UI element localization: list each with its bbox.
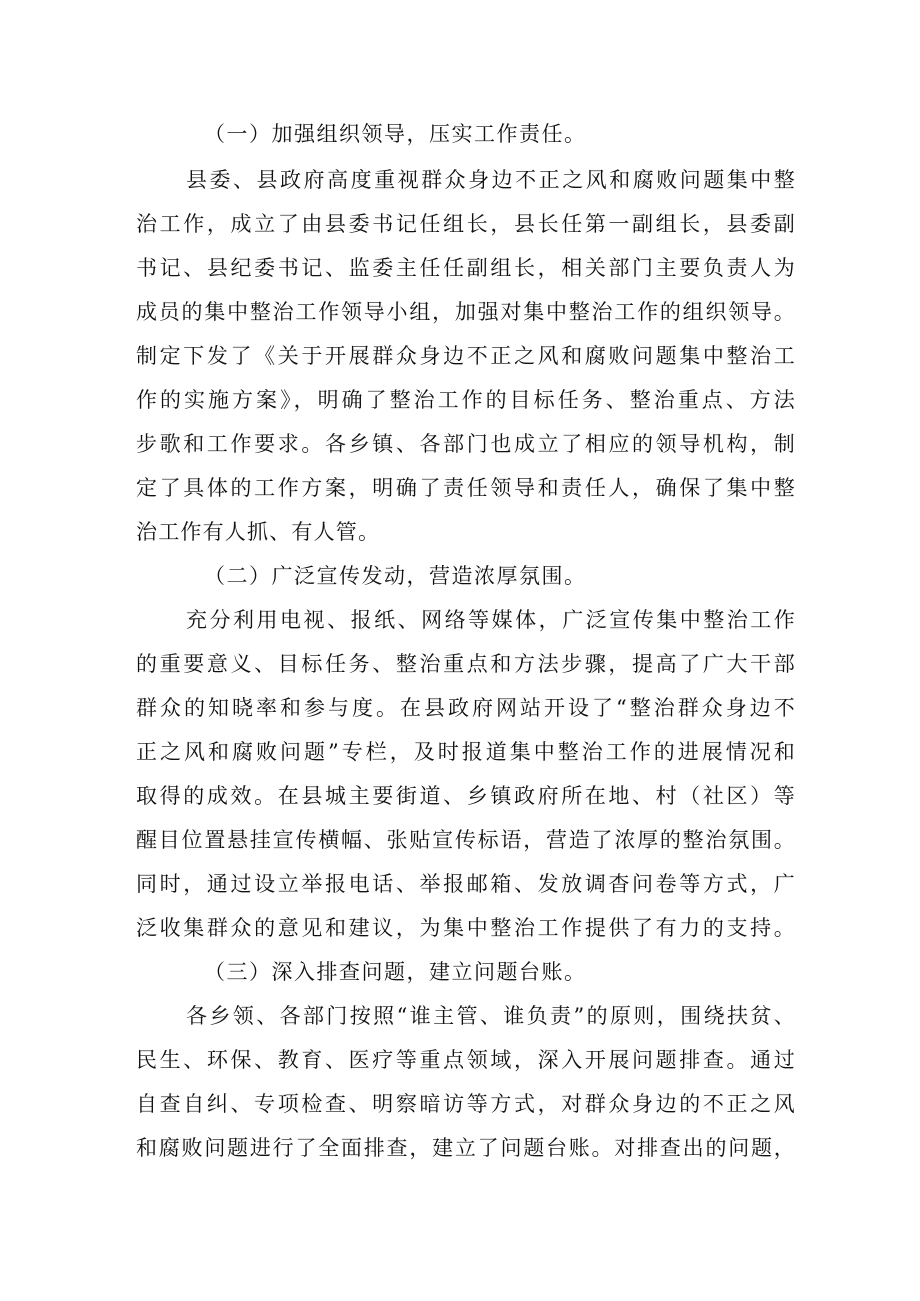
paragraph-line: 治工作，成立了由县委书记任组长，县长任第一副组长，县委副 (136, 212, 796, 236)
paragraph-line: 醒目位置悬挂宣传横幅、张贴宣传标语，营造了浓厚的整治氛围。 (136, 828, 796, 852)
paragraph-line: 民生、环保、教育、医疗等重点领域，深入开展问题排查。通过 (136, 1048, 796, 1072)
paragraph-line: 群众的知晓率和参与度。在县政府网站开设了“整治群众身边不 (136, 696, 796, 720)
paragraph-line: 作的实施方案》，明确了整治工作的目标任务、整治重点、方法 (136, 388, 796, 412)
paragraph-line: 泛收集群众的意见和建议，为集中整治工作提供了有力的支持。 (136, 916, 796, 940)
section-heading-1: （一）加强组织领导，压实工作责任。 (204, 122, 587, 146)
paragraph-line: 成员的集中整治工作领导小组，加强对集中整治工作的组织领导。 (136, 300, 796, 324)
paragraph-line: 取得的成效。在县城主要街道、乡镇政府所在地、村（社区）等 (136, 784, 796, 808)
section-heading-2: （二）广泛宣传发动，营造浓厚氛围。 (204, 564, 587, 588)
paragraph-line: 自查自纠、专项检查、明察暗访等方式，对群众身边的不正之风 (136, 1092, 796, 1116)
paragraph-line: 充分利用电视、报纸、网络等媒体，广泛宣传集中整治工作 (186, 608, 796, 632)
paragraph-line: 制定下发了《关于开展群众身边不正之风和腐败问题集中整治工 (136, 344, 796, 368)
paragraph-line: 治工作有人抓、有人管。 (136, 520, 381, 544)
paragraph-line: 各乡领、各部门按照“谁主管、谁负责”的原则，围绕扶贫、 (186, 1004, 796, 1028)
paragraph-line: 县委、县政府高度重视群众身边不正之风和腐败问题集中整 (186, 168, 796, 192)
paragraph-line: 定了具体的工作方案，明确了责任领导和责任人，确保了集中整 (136, 476, 796, 500)
paragraph-line: 正之风和腐败问题”专栏，及时报道集中整治工作的进展情况和 (136, 740, 796, 764)
section-heading-3: （三）深入排查问题，建立问题台账。 (204, 960, 587, 984)
paragraph-line: 同时，通过设立举报电话、举报邮箱、发放调杳问卷等方式，广 (136, 872, 796, 896)
paragraph-line: 书记、县纪委书记、监委主任任副组长，相关部门主要负责人为 (136, 256, 796, 280)
paragraph-line: 的重要意义、目标任务、整治重点和方法步骤，提高了广大干部 (136, 652, 796, 676)
paragraph-line: 步歌和工作要求。各乡镇、各部门也成立了相应的领导机构，制 (136, 432, 796, 456)
paragraph-line: 和腐败问题进行了全面排查，建立了问题台账。对排查出的问题， (136, 1136, 796, 1160)
